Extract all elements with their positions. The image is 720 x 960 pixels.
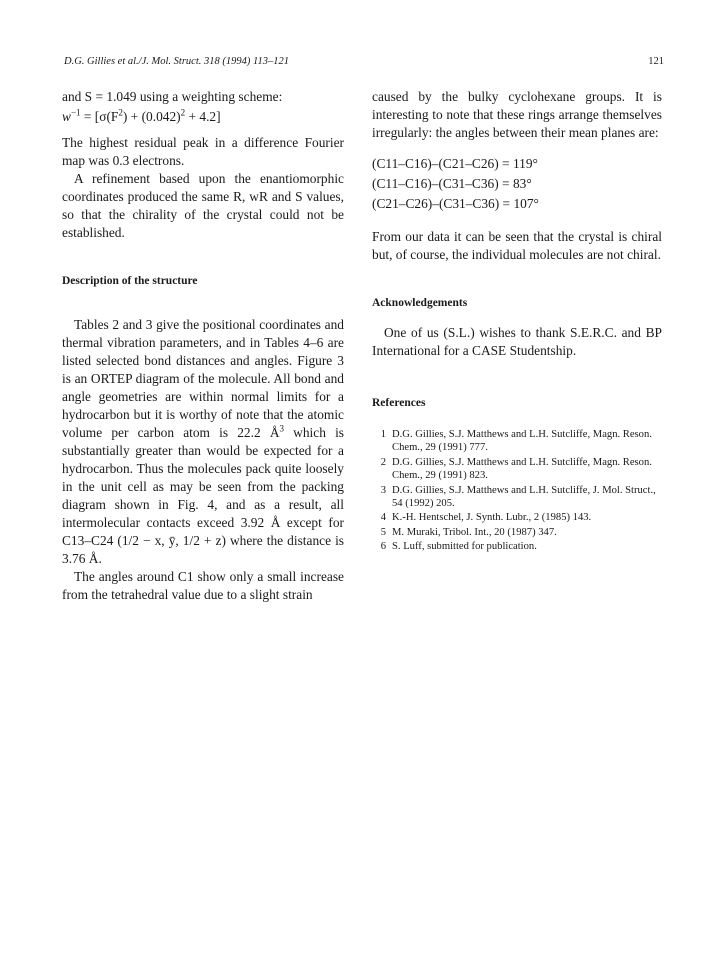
equation-rhs-c: + 4.2]	[185, 109, 221, 124]
paragraph-tables	[62, 316, 344, 568]
page-number: 121	[648, 56, 664, 67]
heading-references: References	[372, 397, 426, 409]
cube-exponent: 3	[279, 423, 285, 434]
left-column	[62, 88, 344, 604]
reference-text: M. Muraki, Tribol. Int., 20 (1987) 347.	[392, 526, 557, 538]
reference-text: D.G. Gillies, S.J. Matthews and L.H. Sutcliffe, Magn. Reson. Chem., 29 (1991) 777.	[392, 429, 652, 454]
reference-item	[372, 456, 662, 483]
paragraph-refinement: A refinement based upon the enantiomorphic coordinates produced the same R, wR and S values, so that the chirality of the crystal could not be established.	[62, 171, 344, 240]
journal-citation: D.G. Gillies et al./J. Mol. Struct. 318 (1994) 113–121	[64, 56, 289, 67]
reference-number: 4	[380, 512, 386, 524]
equation-rhs-b: ) + (0.042)	[122, 109, 181, 124]
heading-description: Description of the structure	[62, 275, 198, 287]
angle-item: (C11–C16)–(C31–C36) = 83°	[372, 176, 532, 191]
equation-lhs: w	[62, 109, 71, 124]
reference-number: 6	[380, 541, 386, 553]
reference-number: 2	[380, 456, 386, 468]
reference-text: D.G. Gillies, S.J. Matthews and L.H. Sutcliffe, Magn. Reson. Chem., 29 (1991) 823.	[392, 456, 652, 482]
paragraph-acknowledgement: One of us (S.L.) wishes to thank S.E.R.C. and BP International for a CASE Studentship.	[372, 325, 662, 358]
paragraph-angles-c1: The angles around C1 show only a small increase from the tetrahedral value due to a slight strain	[62, 569, 344, 602]
reference-item	[372, 428, 662, 455]
paragraph-weighting: and S = 1.049 using a weighting scheme:	[62, 89, 283, 104]
reference-text: S. Luff, submitted for publication.	[392, 541, 537, 553]
reference-item	[372, 511, 662, 524]
angle-item: (C11–C16)–(C21–C26) = 119°	[372, 156, 538, 171]
angle-item: (C21–C26)–(C31–C36) = 107°	[372, 196, 539, 211]
angle-list	[372, 154, 662, 214]
equation-rhs-a: = [σ(F	[80, 109, 119, 124]
paragraph-residual-peak: The highest residual peak in a difference Fourier map was 0.3 electrons.	[62, 135, 344, 168]
weighting-equation	[62, 108, 344, 126]
paragraph-chiral: From our data it can be seen that the crystal is chiral but, of course, the individual molecules are not chiral.	[372, 229, 662, 262]
running-head	[64, 56, 664, 72]
equation-exponent-neg1: −1	[70, 107, 81, 118]
reference-text: D.G. Gillies, S.J. Matthews and L.H. Sutcliffe, J. Mol. Struct., 54 (1992) 205.	[392, 484, 656, 510]
reference-number: 3	[380, 484, 386, 496]
paragraph-tables-part1: Tables 2 and 3 give the positional coordinates and thermal vibration parameters, and in Tables 4–6 are listed selected bond distances and angles. Figure 3 is an ORTEP diagram of the molecule. All bond and angle geometries are within normal limits for a hydrocarbon but it is worthy of note that the atomic volume per carbon atom is 22.2 Å	[62, 317, 344, 440]
reference-item	[372, 540, 662, 553]
paragraph-cyclohexane: caused by the bulky cyclohexane groups. It is interesting to note that these rings arrange themselves irregularly: the angles between their mean planes are:	[372, 89, 662, 140]
equation-exponent-2b: 2	[180, 107, 186, 118]
equation-exponent-2a: 2	[118, 107, 123, 118]
reference-item	[372, 484, 662, 511]
right-column	[372, 88, 662, 555]
reference-number: 1	[380, 429, 386, 440]
reference-list	[372, 428, 662, 554]
reference-item	[372, 526, 662, 539]
reference-number: 5	[380, 526, 386, 538]
paragraph-tables-part2: which is substantially greater than would be expected for a hydrocarbon. Thus the molecules pack quite loosely in the unit cell as may be seen from the packing diagram shown in Fig. 4, and as a result, all intermolecular contacts exceed 3.92 Å except for C13–C24 (1/2 − x, ȳ, 1/2 + z) where the distance is 3.76 Å.	[62, 425, 345, 566]
heading-acknowledgements: Acknowledgements	[372, 297, 468, 309]
reference-text: K.-H. Hentschel, J. Synth. Lubr., 2 (1985) 143.	[392, 512, 592, 524]
